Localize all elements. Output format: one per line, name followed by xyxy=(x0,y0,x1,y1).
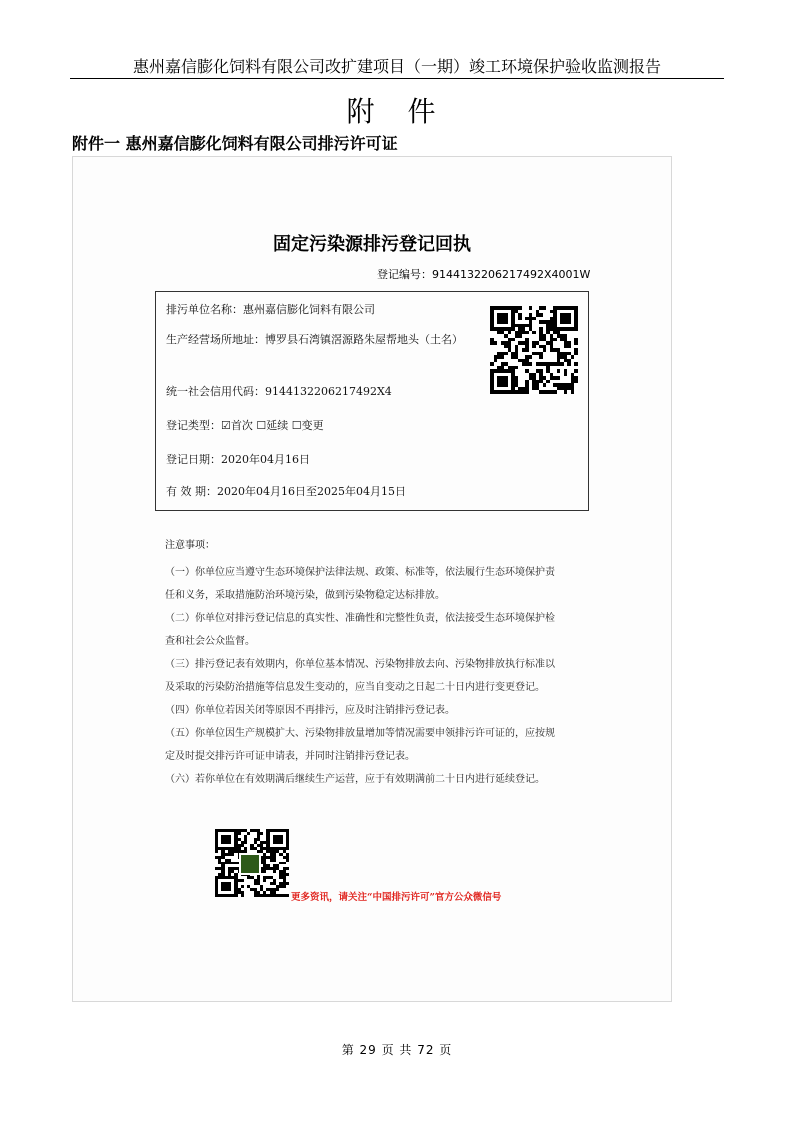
note-line: （二）你单位对排污登记信息的真实性、准确性和完整性负责，依法接受生态环境保护检 xyxy=(165,613,555,624)
page-footer: 第 29 页 共 72 页 xyxy=(341,1043,453,1057)
certificate-title: 固定污染源排污登记回执 xyxy=(273,234,471,255)
registration-info-box xyxy=(155,291,589,511)
page-heading: 附 件 xyxy=(346,95,448,128)
registration-date-value: 2020年04月16日 xyxy=(221,453,310,466)
credit-code-value: 9144132206217492X4 xyxy=(265,385,392,398)
attachment-title: 附件一 惠州嘉信膨化饲料有限公司排污许可证 xyxy=(72,134,398,153)
registration-type-row xyxy=(166,418,324,434)
validity-value: 2020年04月16日至2025年04月15日 xyxy=(217,485,406,498)
validity-label: 有 效 期： xyxy=(166,485,217,498)
address-value: 博罗县石湾镇滘源路朱屋帮地头（土名） xyxy=(265,333,463,346)
registration-date-label: 登记日期： xyxy=(166,453,221,466)
unit-name-label: 排污单位名称： xyxy=(166,303,243,316)
validity-row xyxy=(166,484,406,500)
note-line: 查和社会公众监督。 xyxy=(165,636,255,647)
certificate-scan xyxy=(72,156,672,1002)
note-line: 定及时提交排污许可证申请表，并同时注销排污登记表。 xyxy=(165,751,415,762)
address-row xyxy=(166,330,466,350)
unit-name-value: 惠州嘉信膨化饲料有限公司 xyxy=(243,303,375,316)
notes-title: 注意事项： xyxy=(165,540,215,551)
address-label: 生产经营场所地址： xyxy=(166,333,265,346)
credit-code-row xyxy=(166,384,392,400)
note-line: （四）你单位若因关闭等原因不再排污，应及时注销排污登记表。 xyxy=(165,705,455,716)
note-line: 及采取的污染防治措施等信息发生变动的，应当自变动之日起二十日内进行变更登记。 xyxy=(165,682,545,693)
notes-list xyxy=(165,561,585,791)
registration-type-label: 登记类型： xyxy=(166,419,221,432)
wechat-logo-icon xyxy=(239,853,261,875)
note-line: 任和义务，采取措施防治环境污染，做到污染物稳定达标排放。 xyxy=(165,590,445,601)
note-line: （三）排污登记表有效期内，你单位基本情况、污染物排放去向、污染物排放执行标准以 xyxy=(165,659,555,670)
unit-name-row xyxy=(166,302,375,318)
registration-qr-code-icon xyxy=(490,306,578,394)
follow-wechat-text: 更多资讯，请关注“中国排污许可”官方公众微信号 xyxy=(291,892,502,903)
credit-code-label: 统一社会信用代码： xyxy=(166,385,265,398)
note-line: （六）若你单位在有效期满后继续生产运营，应于有效期满前二十日内进行延续登记。 xyxy=(165,774,545,785)
report-header: 惠州嘉信膨化饲料有限公司改扩建项目（一期）竣工环境保护验收监测报告 xyxy=(70,56,724,79)
registration-number: 登记编号：9144132206217492X4001W xyxy=(377,268,591,281)
note-line: （一）你单位应当遵守生态环境保护法律法规、政策、标准等，依法履行生态环境保护责 xyxy=(165,567,555,578)
note-line: （五）你单位因生产规模扩大、污染物排放量增加等情况需要申领排污许可证的，应按规 xyxy=(165,728,555,739)
registration-date-row xyxy=(166,452,310,468)
registration-type-options: ☑首次 ☐延续 ☐变更 xyxy=(221,419,324,432)
